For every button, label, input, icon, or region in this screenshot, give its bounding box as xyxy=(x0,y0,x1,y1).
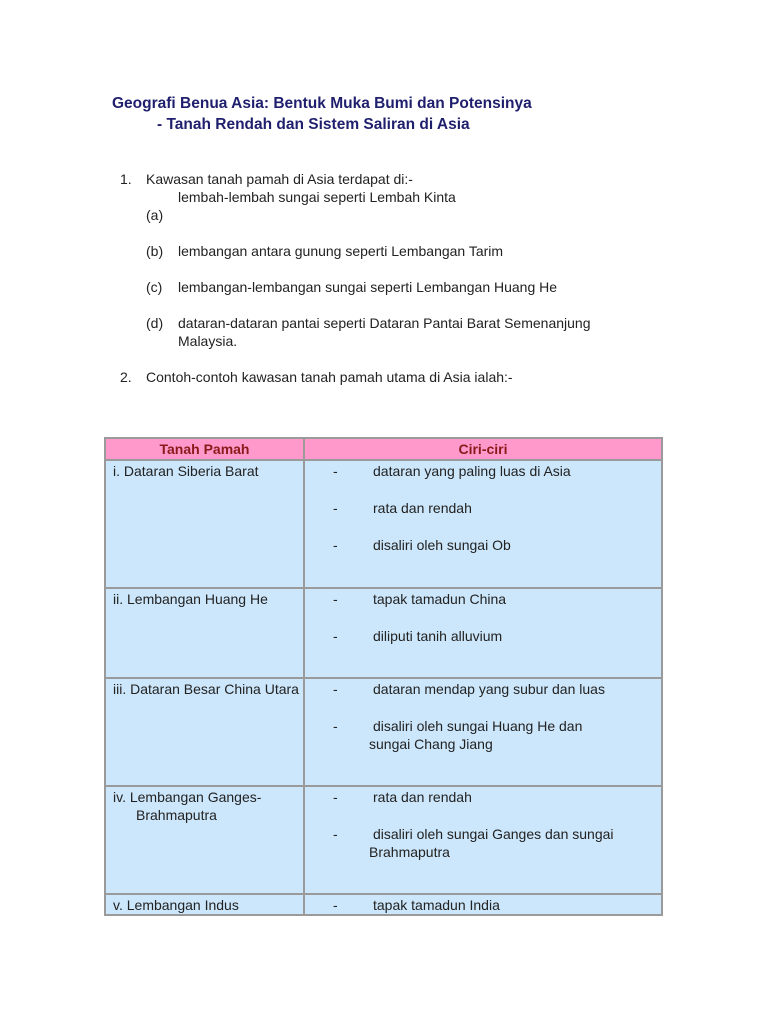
item-b-label: (b) xyxy=(146,243,164,259)
dash-mark: - xyxy=(333,718,338,734)
section-1-intro: Kawasan tanah pamah di Asia terdapat di:- xyxy=(146,171,413,187)
row-3-name-cell xyxy=(105,678,304,786)
row-3-trait-2: - disaliri oleh sungai Huang He dan sungai Chang Jiang xyxy=(333,718,583,752)
row-1-traits-cell xyxy=(304,460,662,588)
row-2-traits-cell xyxy=(304,588,662,678)
table-row xyxy=(105,460,662,588)
section-2-number: 2. xyxy=(120,369,132,385)
header-ciri-ciri: Ciri-ciri xyxy=(304,438,662,460)
section-1-number: 1. xyxy=(120,171,132,187)
row-5-name: v. Lembangan Indus xyxy=(113,897,239,913)
row-5-traits-cell xyxy=(304,894,662,915)
dash-mark: - xyxy=(333,537,338,553)
row-5-trait-1: - tapak tamadun India xyxy=(333,897,500,913)
row-4-name-cell xyxy=(105,786,304,894)
row-4-traits-cell xyxy=(304,786,662,894)
title-line-2: - Tanah Rendah dan Sistem Saliran di Asia xyxy=(157,116,470,133)
row-1-trait-1: - dataran yang paling luas di Asia xyxy=(333,463,571,479)
dash-mark: - xyxy=(333,591,338,607)
table-row xyxy=(105,678,662,786)
dash-mark: - xyxy=(333,500,338,516)
row-1-name-cell xyxy=(105,460,304,588)
row-1-name: i. Dataran Siberia Barat xyxy=(113,463,259,479)
dash-mark: - xyxy=(333,826,338,842)
item-d-text-continued: Malaysia. xyxy=(178,333,238,349)
document-title xyxy=(112,93,532,135)
item-c-text: lembangan-lembangan sungai seperti Lembangan Huang He xyxy=(178,279,558,295)
table-row xyxy=(105,786,662,894)
row-4-name: iv. Lembangan Ganges-Brahmaputra xyxy=(113,789,262,823)
dash-mark: - xyxy=(333,463,338,479)
row-4-trait-1: - rata dan rendah xyxy=(333,789,472,805)
item-a-text: lembah-lembah sungai seperti Lembah Kinta xyxy=(178,189,456,205)
item-b-text: lembangan antara gunung seperti Lembangan Tarim xyxy=(178,243,504,259)
header-tanah-pamah: Tanah Pamah xyxy=(105,438,304,460)
row-3-trait-1: - dataran mendap yang subur dan luas xyxy=(333,681,605,697)
row-3-traits-cell xyxy=(304,678,662,786)
row-1-trait-3: - disaliri oleh sungai Ob xyxy=(333,537,511,553)
title-line-1: Geografi Benua Asia: Bentuk Muka Bumi dan Potensinya xyxy=(112,95,532,112)
lowlands-table xyxy=(104,437,663,916)
row-2-trait-2: - diliputi tanih alluvium xyxy=(333,628,503,644)
item-a-label: (a) xyxy=(146,207,164,223)
item-d-label: (d) xyxy=(146,315,164,331)
table-header-row xyxy=(105,438,662,460)
dash-mark: - xyxy=(333,628,338,644)
row-2-name: ii. Lembangan Huang He xyxy=(113,591,268,607)
row-3-name: iii. Dataran Besar China Utara xyxy=(113,681,299,697)
table-row xyxy=(105,588,662,678)
dash-mark: - xyxy=(333,681,338,697)
dash-mark: - xyxy=(333,897,338,913)
row-5-name-cell xyxy=(105,894,304,915)
table-row xyxy=(105,894,662,915)
row-4-trait-2: - disaliri oleh sungai Ganges dan sungai Brahmaputra xyxy=(333,826,614,860)
item-c-label: (c) xyxy=(146,279,163,295)
dash-mark: - xyxy=(333,789,338,805)
row-2-trait-1: - tapak tamadun China xyxy=(333,591,507,607)
row-2-name-cell xyxy=(105,588,304,678)
row-1-trait-2: - rata dan rendah xyxy=(333,500,472,516)
item-d-text: dataran-dataran pantai seperti Dataran Pantai Barat Semenanjung xyxy=(178,315,591,331)
section-2-intro: Contoh-contoh kawasan tanah pamah utama di Asia ialah:- xyxy=(146,369,513,385)
